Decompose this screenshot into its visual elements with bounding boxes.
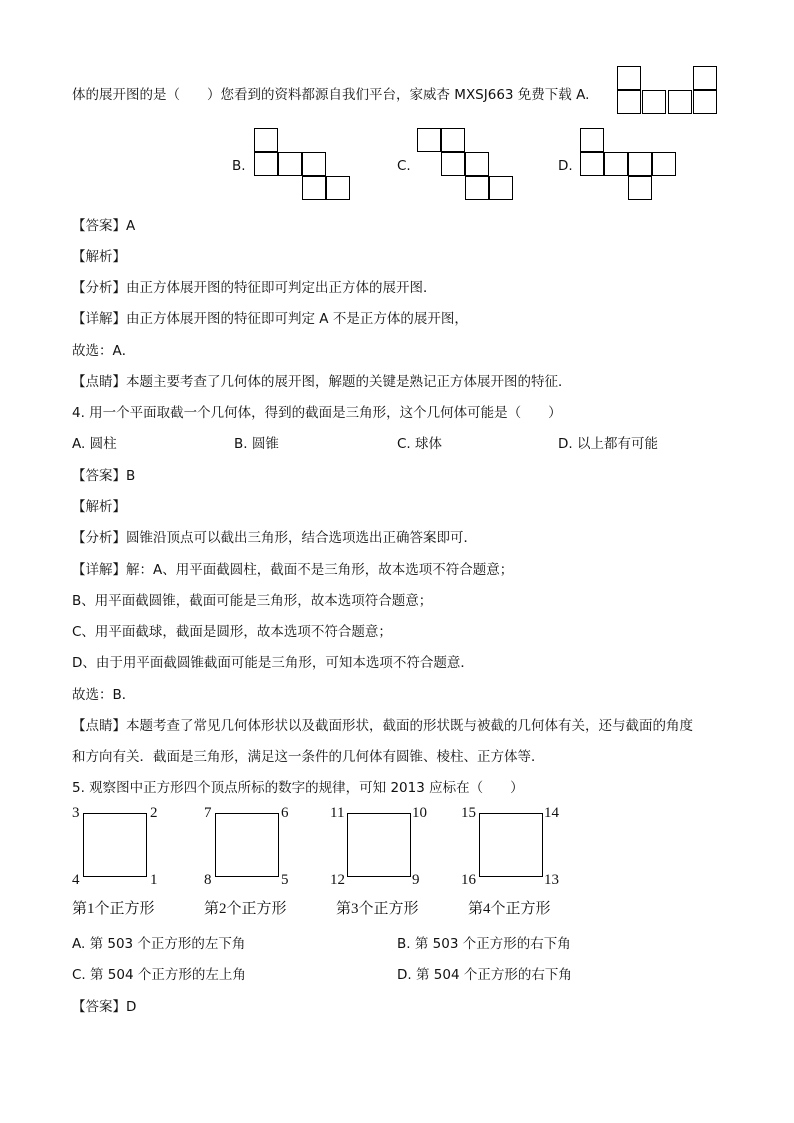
- vertex-label: 2: [150, 805, 158, 821]
- net-cell: [617, 66, 641, 90]
- vertex-label: 7: [204, 805, 212, 821]
- net-cell: [441, 152, 465, 176]
- q3-xiangjie: 【详解】由正方体展开图的特征即可判定 A 不是正方体的展开图，: [72, 311, 468, 327]
- q4-fenxi: 【分析】圆锥沿顶点可以截出三角形，结合选项选出正确答案即可．: [72, 530, 477, 546]
- net-cell: [668, 90, 692, 114]
- net-cell: [617, 90, 641, 114]
- net-cell: [693, 90, 717, 114]
- q3-stem: 体的展开图的是（ ）您看到的资料都源自我们平台，家威杏 MXSJ663 免费下载 A.: [72, 87, 590, 103]
- q4-line-d: D、由于用平面截圆锥截面可能是三角形，可知本选项不符合题意．: [72, 655, 474, 671]
- vertex-label: 11: [330, 805, 345, 821]
- net-cell: [441, 128, 465, 152]
- vertex-label: 16: [461, 872, 476, 888]
- net-cell: [302, 176, 326, 200]
- square-shape: [215, 813, 279, 877]
- net-cell: [302, 152, 326, 176]
- vertex-label: 10: [412, 805, 427, 821]
- vertex-label: 13: [544, 872, 559, 888]
- q3-option-d-label: D.: [558, 158, 573, 174]
- q4-choose: 故选：B．: [72, 687, 136, 703]
- net-cell: [278, 152, 302, 176]
- q4-jiexi: 【解析】: [72, 499, 126, 515]
- square-caption: 第2个正方形: [204, 901, 287, 917]
- q5-answer: 【答案】D: [72, 999, 137, 1015]
- square-shape: [83, 813, 147, 877]
- q4-dianjing-2: 和方向有关．截面是三角形，满足这一条件的几何体有圆锥、棱柱、正方体等．: [72, 749, 545, 765]
- q5-option-b: B. 第 503 个正方形的右下角: [397, 936, 571, 952]
- q4-line-b: B、用平面截圆锥，截面可能是三角形，故本选项符合题意；: [72, 593, 433, 609]
- vertex-label: 8: [204, 872, 212, 888]
- q5-option-a: A. 第 503 个正方形的左下角: [72, 936, 246, 952]
- q4-dianjing-1: 【点睛】本题考查了常见几何体形状以及截面形状，截面的形状既与被截的几何体有关，还与截面的角度: [72, 718, 693, 734]
- net-cell: [489, 176, 513, 200]
- net-cell: [417, 128, 441, 152]
- vertex-label: 3: [72, 805, 80, 821]
- vertex-label: 6: [281, 805, 289, 821]
- net-cell: [254, 128, 278, 152]
- vertex-label: 5: [281, 872, 289, 888]
- square-shape: [347, 813, 411, 877]
- q3-fenxi: 【分析】由正方体展开图的特征即可判定出正方体的展开图．: [72, 280, 437, 296]
- q3-dianjing: 【点睛】本题主要考查了几何体的展开图，解题的关键是熟记正方体展开图的特征．: [72, 374, 572, 390]
- q4-stem: 4. 用一个平面取截一个几何体，得到的截面是三角形，这个几何体可能是（ ）: [72, 405, 562, 421]
- net-cell: [628, 152, 652, 176]
- q4-line-c: C、用平面截球，截面是圆形，故本选项不符合题意；: [72, 624, 392, 640]
- q3-jiexi: 【解析】: [72, 249, 126, 265]
- q4-option-a: A. 圆柱: [72, 436, 117, 452]
- q5-option-c: C. 第 504 个正方形的左上角: [72, 967, 246, 983]
- q5-stem: 5. 观察图中正方形四个顶点所标的数字的规律，可知 2013 应标在（ ）: [72, 780, 524, 796]
- q3-option-c-label: C.: [397, 158, 411, 174]
- q4-answer: 【答案】B: [72, 468, 136, 484]
- net-cell: [465, 152, 489, 176]
- vertex-label: 14: [544, 805, 559, 821]
- q4-option-c: C. 球体: [397, 436, 443, 452]
- q3-answer: 【答案】A: [72, 218, 136, 234]
- vertex-label: 1: [150, 872, 158, 888]
- net-cell: [642, 90, 666, 114]
- net-cell: [254, 152, 278, 176]
- vertex-label: 12: [330, 872, 345, 888]
- q5-option-d: D. 第 504 个正方形的右下角: [397, 967, 572, 983]
- net-cell: [580, 152, 604, 176]
- net-cell: [628, 176, 652, 200]
- vertex-label: 15: [461, 805, 476, 821]
- square-caption: 第3个正方形: [336, 901, 419, 917]
- net-cell: [693, 66, 717, 90]
- square-shape: [479, 813, 543, 877]
- q4-option-b: B. 圆锥: [234, 436, 279, 452]
- net-cell: [652, 152, 676, 176]
- net-cell: [580, 128, 604, 152]
- net-cell: [465, 176, 489, 200]
- net-cell: [326, 176, 350, 200]
- q3-option-b-label: B.: [232, 158, 246, 174]
- net-cell: [604, 152, 628, 176]
- vertex-label: 4: [72, 872, 80, 888]
- q4-xiangjie: 【详解】解：A、用平面截圆柱，截面不是三角形，故本选项不符合题意；: [72, 562, 514, 578]
- square-caption: 第4个正方形: [468, 901, 551, 917]
- q3-choose: 故选：A．: [72, 343, 136, 359]
- q4-option-d: D. 以上都有可能: [558, 436, 658, 452]
- vertex-label: 9: [412, 872, 420, 888]
- square-caption: 第1个正方形: [72, 901, 155, 917]
